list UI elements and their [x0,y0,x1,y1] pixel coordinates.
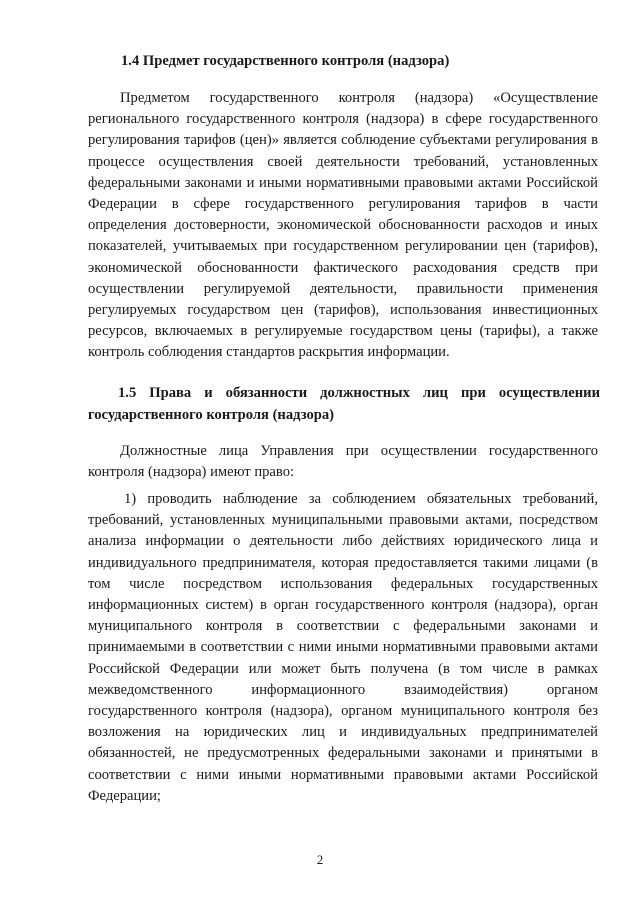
section-heading-1-4: 1.4 Предмет государственного контроля (надзора) [121,53,450,69]
rights-list-item-1: 1) проводить наблюдение за соблюдением обязательных требований, требований, установленных муниципальными правовыми актами, посредством анализа информации о деятельности либо действиях юридического лица и индивидуального предпринимателя, которая предоставляется такими лицами (в том числе посредством использования федеральных государственных информационных систем) в орган государственного контроля (надзора), орган муниципального контроля в соответствии с федеральными законами и принимаемыми в соответствии с ними иными нормативными правовыми актами Российской Федерации или может быть получена (в том числе в рамках межведомственного информационного взаимодействия) органом государственного контроля (надзора), органом муниципального контроля без возложения на юридических лиц и индивидуальных предпринимателей обязанностей, не предусмотренных федеральными законами и принятыми в соответствии с ними иными нормативными правовыми актами Российской Федерации; [88,491,598,804]
officials-rights-intro-paragraph: Должностные лица Управления при осуществлении государственного контроля (надзора) имеют право: [88,443,598,481]
subject-of-control-paragraph: Предметом государственного контроля (надзора) «Осуществление регионального государственного контроля (надзора) в сфере государственного регулирования тарифов (цен)» является соблюдение субъектами регулирования в процессе осуществления своей деятельности требований, установленных федеральными законами и иными нормативными правовыми актами Российской Федерации в сфере государственного регулирования тарифов в части определения достоверности, экономической обоснованности расходов и иных показателей, учитываемых при государственном регулировании цен (тарифов), экономической обоснованности фактического расходования средств при осуществлении регулируемой деятельности, правильности применения регулируемых государством цен (тарифов), использования инвестиционных ресурсов, включаемых в регулируемые государством цены (тарифы), а также контроль соблюдения стандартов раскрытия информации. [88,90,598,361]
page-number: 2 [316,852,324,867]
section-heading-1-5: 1.5 Права и обязанности должностных лиц при осуществлении государственного контроля (надзора) [88,385,600,423]
